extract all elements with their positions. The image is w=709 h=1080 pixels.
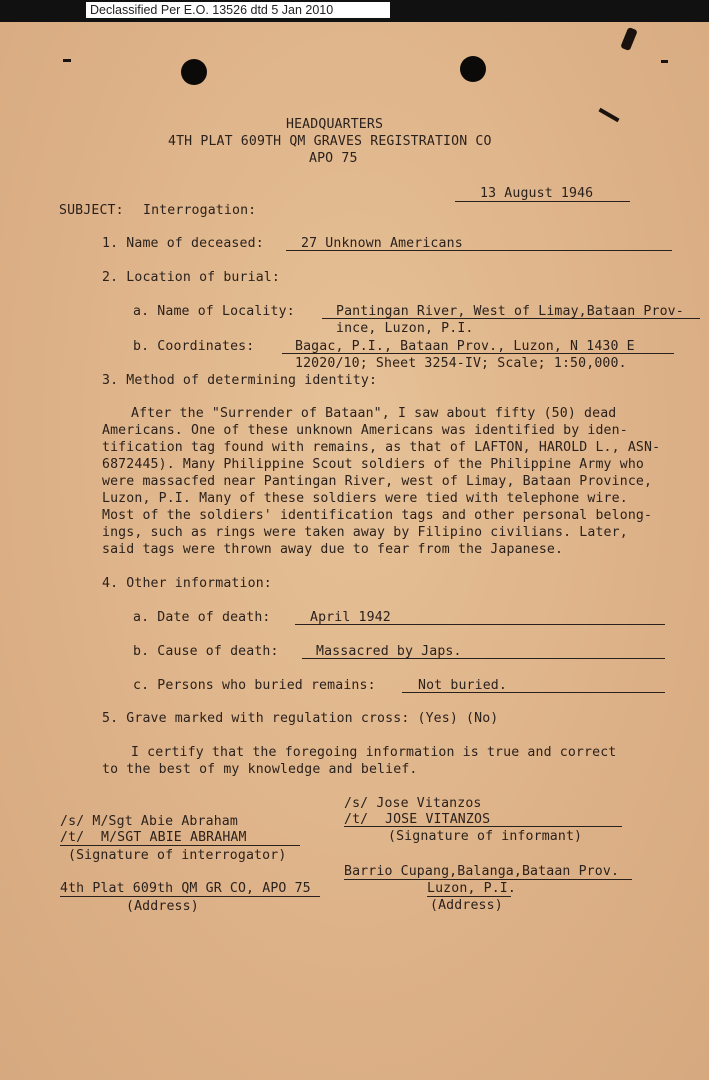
header-line-2: 4TH PLAT 609TH QM GRAVES REGISTRATION CO [168,134,492,149]
document-date: 13 August 1946 [480,186,594,201]
interrogator-typed-name: M/SGT ABIE ABRAHAM [101,830,247,845]
narrative-line: Americans. One of these unknown Americans was identified by iden- [102,423,628,438]
date-of-death-label: a. Date of death: [133,610,271,625]
interrogator-address-line [60,896,320,897]
narrative-line: ings, such as rings were taken away by Filipino civilians. Later, [102,525,628,540]
narrative-line: 6872445). Many Philippine Scout soldiers of the Philippine Army who [102,457,644,472]
declassification-banner: Declassified Per E.O. 13526 dtd 5 Jan 2010 [86,2,390,18]
cause-of-death-label: b. Cause of death: [133,644,279,659]
interrogator-address: 4th Plat 609th QM GR CO, APO 75 [60,881,311,896]
narrative-line: Luzon, P.I. Many of these soldiers were tied with telephone wire. [102,491,628,506]
buried-by-label: c. Persons who buried remains: [133,678,376,693]
interrogator-signature-line [60,845,300,846]
buried-by-value: Not buried. [418,678,507,693]
ink-speck [63,59,71,62]
certification-line-2: to the best of my knowledge and belief. [102,762,418,777]
cause-of-death-line [302,658,665,659]
coordinates-value-1: Bagac, P.I., Bataan Prov., Luzon, N 1430 E [295,339,635,354]
subject-label: SUBJECT: [59,203,124,218]
item-2-label: 2. Location of burial: [102,270,280,285]
narrative-line: tification tag found with remains, as that of LAFTON, HAROLD L., ASN- [102,440,661,455]
certification-line-1: I certify that the foregoing information is true and correct [131,745,617,760]
locality-label: a. Name of Locality: [133,304,295,319]
informant-address-caption: (Address) [430,898,503,913]
date-of-death-value: April 1942 [310,610,391,625]
deceased-name-line [286,250,672,251]
interrogator-address-caption: (Address) [126,899,199,914]
locality-value-1: Pantingan River, West of Limay,Bataan Prov- [336,304,684,319]
narrative-line: said tags were thrown away due to fear from the Japanese. [102,542,564,557]
coordinates-line [282,353,674,354]
header-line-1: HEADQUARTERS [286,117,384,132]
interrogator-typed-prefix: /t/ [60,830,85,845]
informant-typed-prefix: /t/ [344,812,369,827]
subject-value: Interrogation: [143,203,257,218]
buried-by-line [402,692,665,693]
locality-line [322,318,700,319]
narrative-line: Most of the soldiers' identification tags and other personal belong- [102,508,653,523]
locality-value-2: ince, Luzon, P.I. [336,321,474,336]
informant-address-2-underline [427,896,511,897]
informant-signed: /s/ Jose Vitanzos [344,796,482,811]
interrogator-signed: /s/ M/Sgt Abie Abraham [60,814,238,829]
item-1-label: 1. Name of deceased: [102,236,264,251]
informant-typed-name: JOSE VITANZOS [385,812,491,827]
date-of-death-line [295,624,665,625]
interrogator-caption: (Signature of interrogator) [68,848,287,863]
informant-caption: (Signature of informant) [388,829,583,844]
punch-hole-left [181,59,207,85]
date-underline [455,201,630,202]
item-4-label: 4. Other information: [102,576,272,591]
punch-hole-right [460,56,486,82]
header-line-3: APO 75 [309,151,358,166]
informant-address-2: Luzon, P.I. [427,881,516,896]
narrative-line: After the "Surrender of Bataan", I saw about fifty (50) dead [131,406,617,421]
item-5-label: 5. Grave marked with regulation cross: (Yes) (No) [102,711,499,726]
narrative-line: were massacfed near Pantingan River, west of Limay, Bataan Province, [102,474,653,489]
coordinates-label: b. Coordinates: [133,339,255,354]
informant-signature-line [344,826,622,827]
deceased-name-value: 27 Unknown Americans [301,236,463,251]
coordinates-value-2: 12020/10; Sheet 3254-IV; Scale; 1:50,000. [295,356,627,371]
ink-speck [661,60,668,63]
cause-of-death-value: Massacred by Japs. [316,644,462,659]
item-3-label: 3. Method of determining identity: [102,373,378,388]
informant-address-1: Barrio Cupang,Balanga,Bataan Prov. [344,864,620,879]
informant-address-line [344,879,632,880]
